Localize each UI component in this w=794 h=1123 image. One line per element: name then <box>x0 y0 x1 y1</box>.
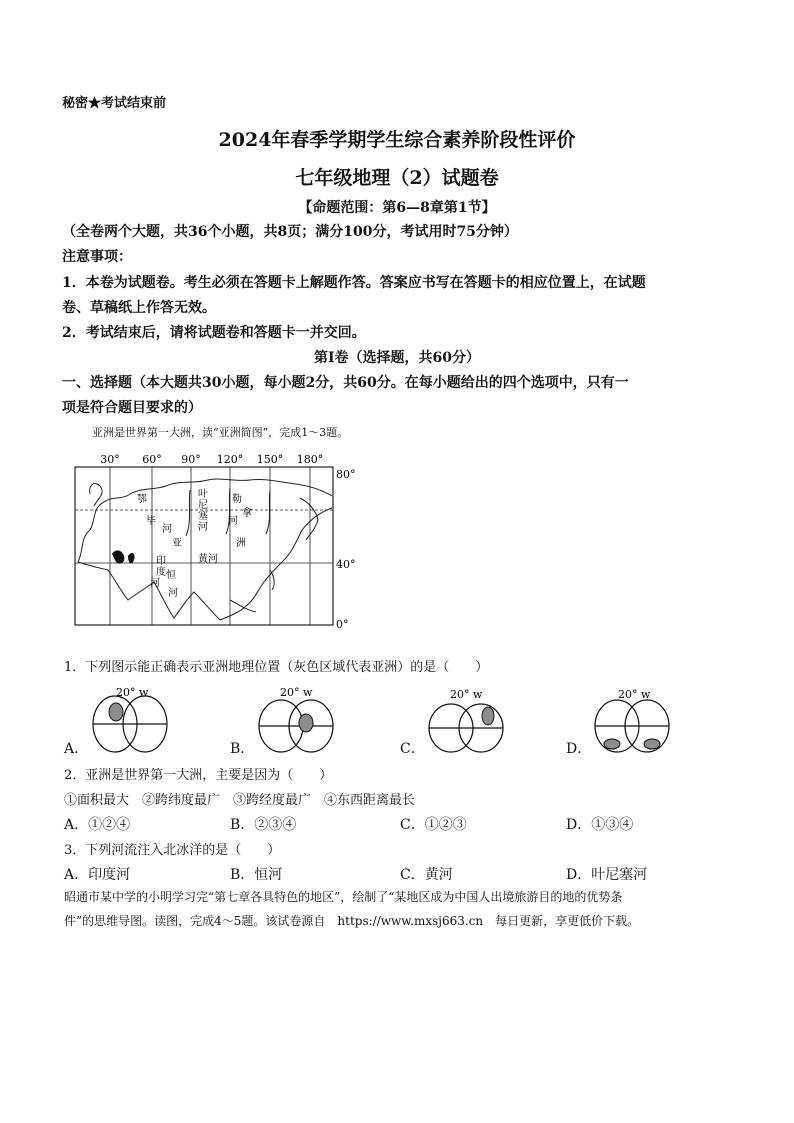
river-label: 鄂 <box>137 494 147 505</box>
meridian-label: 20° w <box>618 688 651 701</box>
river-label: 河 <box>198 522 208 533</box>
lat-label: 40° <box>336 558 356 571</box>
river-label: 塞 <box>198 511 208 522</box>
q1-option-a-label: A． <box>64 741 89 757</box>
q1-option-c-globe <box>424 684 514 754</box>
river-label: 黄河 <box>198 554 218 565</box>
q1-option-c-label: C． <box>400 741 425 757</box>
q1-option-a-globe <box>88 684 178 754</box>
river-label: 河 <box>150 578 160 589</box>
q3-stem: 3．下列河流注入北冰洋的是（ ） <box>64 843 281 858</box>
section-instructions-line-1: 一、选择题（本大题共30小题，每小题2分，共60分。在每小题给出的四个选项中，只有一 <box>62 375 629 391</box>
q4-intro-line-1: 昭通市某中学的小明学习完“第七章各具特色的地区”，绘制了“某地区成为中国人出境旅游目的地的优势条 <box>64 890 623 904</box>
q3-option-d: D．叶尼塞河 <box>566 867 648 883</box>
q1-option-b-globe <box>254 684 344 754</box>
q2-option-c: C．①②③ <box>400 817 467 833</box>
confidential-label: 秘密★考试结束前 <box>62 96 167 111</box>
q3-option-b: B．恒河 <box>230 867 283 883</box>
q2-option-a: A．①②④ <box>64 817 131 833</box>
river-label: 毕 <box>146 516 156 527</box>
part1-heading: 第Ⅰ卷（选择题，共60分） <box>313 350 481 366</box>
meridian-label: 20° w <box>280 686 313 699</box>
map-intro: 亚洲是世界第一大洲，读“亚洲简图”，完成1～3题。 <box>92 426 349 439</box>
q3-option-c: C．黄河 <box>400 867 453 883</box>
lon-label: 120° <box>216 453 244 466</box>
river-label: 拿 <box>242 508 252 519</box>
river-label: 勒 <box>232 494 242 505</box>
lon-label: 150° <box>256 453 284 466</box>
exam-scope: 【命题范围：第6—8章第1节】 <box>298 200 496 216</box>
note-item-1-line-1: 1．本卷为试题卷。考生必须在答题卡上解题作答。答案应书写在答题卡的相应位置上，在试题 <box>62 275 646 291</box>
asia-region <box>299 714 313 732</box>
meridian-label: 20° w <box>116 686 149 699</box>
q2-stem: 2．亚洲是世界第一大洲，主要是因为（ ） <box>64 768 333 783</box>
exam-title: 2024年春季学期学生综合素养阶段性评价 <box>218 129 576 151</box>
asia-region <box>109 703 123 721</box>
note-item-1-line-2: 卷、草稿纸上作答无效。 <box>62 300 216 316</box>
sea-shape <box>112 550 124 563</box>
asia-region <box>604 739 620 749</box>
lon-label: 90° <box>181 453 201 466</box>
q2-choices: ①面积最大 ②跨纬度最广 ③跨经度最广 ④东西距离最长 <box>64 793 416 808</box>
river-label: 亚 <box>172 538 182 549</box>
q4-intro-line-2: 件”的思维导图。读图，完成4～5题。该试卷源自 https://www.mxsj663.cn 每日更新，享更低价下载。 <box>64 914 640 928</box>
lon-label: 60° <box>142 453 162 466</box>
note-item-2: 2．考试结束后，请将试题卷和答题卡一并交回。 <box>62 325 366 341</box>
lon-label: 180° <box>296 453 324 466</box>
asia-region <box>482 707 494 725</box>
exam-info: （全卷两个大题，共36个小题，共8页；满分100分，考试用时75分钟） <box>62 224 518 240</box>
notes-heading: 注意事项： <box>62 249 132 265</box>
river-label: 洲 <box>236 538 246 549</box>
lon-label: 30° <box>100 453 120 466</box>
river-label: 度 <box>156 567 166 578</box>
q2-option-b: B．②③④ <box>230 817 297 833</box>
q1-option-b-label: B． <box>230 741 255 757</box>
q1-option-d-label: D． <box>566 741 592 757</box>
river-label: 印 <box>156 556 166 567</box>
lat-label: 80° <box>336 468 356 481</box>
asia-region <box>644 739 660 749</box>
meridian-label: 20° w <box>450 688 483 701</box>
section-instructions-line-2: 项是符合题目要求的） <box>62 400 202 416</box>
exam-subtitle: 七年级地理（2）试题卷 <box>295 167 499 189</box>
river-label: 河 <box>168 588 178 599</box>
river-label: 尼 <box>198 500 208 511</box>
river-label: 河 <box>228 516 238 527</box>
q1-stem: 1．下列图示能正确表示亚洲地理位置（灰色区域代表亚洲）的是（ ） <box>64 660 489 675</box>
asia-map <box>70 450 370 640</box>
lat-label: 0° <box>336 618 349 631</box>
q1-option-d-globe <box>590 684 680 754</box>
q3-option-a: A．印度河 <box>64 867 131 883</box>
sea-shape <box>128 553 135 563</box>
q2-option-d: D．①③④ <box>566 817 634 833</box>
river-label: 河 <box>162 524 172 535</box>
river-label: 叶 <box>198 489 208 500</box>
river-label: 恒 <box>166 570 176 581</box>
